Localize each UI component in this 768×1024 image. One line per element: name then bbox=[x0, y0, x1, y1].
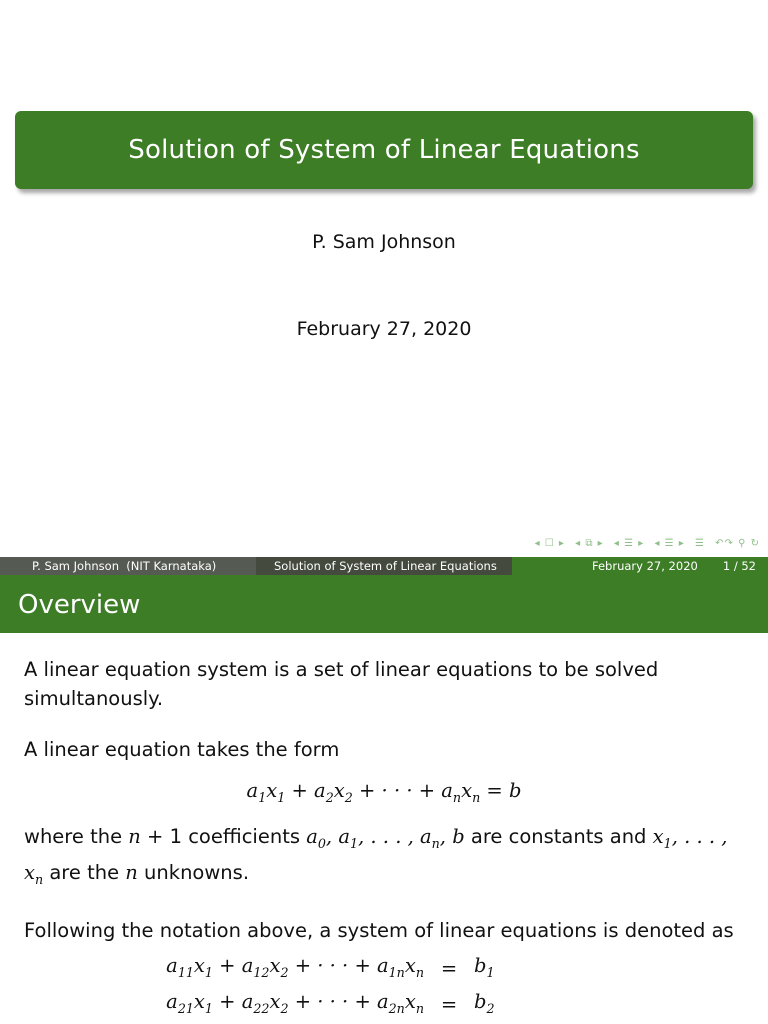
slide-title: Solution of System of Linear Equations bbox=[128, 135, 640, 165]
footer-page-number: 1 / 52 bbox=[722, 559, 756, 573]
presentation-date: February 27, 2020 bbox=[296, 318, 472, 340]
footer-author: P. Sam Johnson (NIT Karnataka) bbox=[0, 557, 256, 575]
beamer-navigation[interactable] bbox=[529, 538, 760, 549]
title-banner bbox=[15, 111, 753, 189]
system-row: $a_{11}x_1 + a_{12}x_2$ + · · · + $a_{1n}x_n$ = $b_1$ bbox=[166, 953, 495, 981]
nav-search-icon[interactable]: ↶↷ ⚲ ↻ bbox=[715, 538, 760, 549]
author-name: P. Sam Johnson bbox=[312, 231, 456, 253]
footer-title: Solution of System of Linear Equations bbox=[256, 557, 512, 575]
frame-title: Overview bbox=[18, 590, 141, 620]
nav-frame-icon[interactable]: ◂ ☐ ▸ bbox=[534, 538, 565, 549]
footer-date-page bbox=[512, 557, 768, 575]
nav-toc-icon[interactable]: ☰ bbox=[695, 538, 705, 549]
footer-date: February 27, 2020 bbox=[592, 559, 698, 573]
system-row: $a_{21}x_1 + a_{22}x_2$ + · · · + $a_{2n}x_n$ = $b_2$ bbox=[166, 989, 495, 1017]
linear-equation: $a_1x_1 + a_2x_2$ + · · · + $a_nx_n = b$ bbox=[246, 779, 522, 805]
slide-body bbox=[24, 655, 744, 1023]
paragraph-form-intro: A linear equation takes the form bbox=[24, 738, 340, 761]
nav-doc-icon[interactable]: ◂ ☰ ▸ bbox=[654, 538, 685, 549]
equation-system bbox=[24, 951, 744, 1023]
paragraph-definition: A linear equation system is a set of linear equations to be solved simultanously. bbox=[24, 658, 659, 710]
paragraph-system-intro: Following the notation above, a system of linear equations is denoted as bbox=[24, 918, 734, 942]
footline bbox=[0, 557, 768, 575]
paragraph-coefficients: where the n + 1 coefficients $a_0$, $a_1$, . . . , $a_n$, b are constants and $x_1$, . . . , $x_n$ are the n unknowns. bbox=[24, 824, 728, 887]
frame-title-bar bbox=[0, 575, 768, 633]
nav-section-icon[interactable]: ◂ ☰ ▸ bbox=[613, 538, 645, 549]
nav-subsection-icon[interactable]: ◂ ⧉ ▸ bbox=[575, 538, 604, 549]
